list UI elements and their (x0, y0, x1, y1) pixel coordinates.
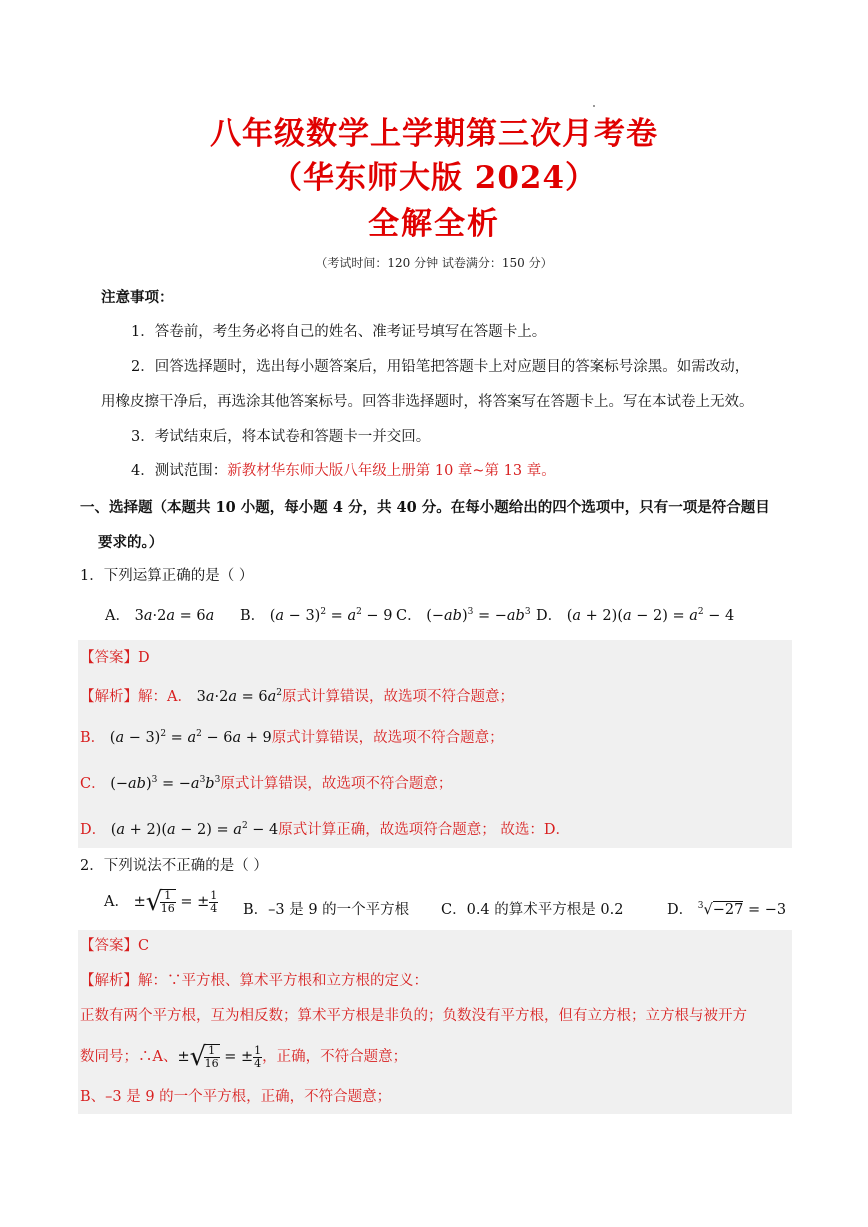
q1-answer: 【答案】D (80, 650, 150, 666)
q2-analysis-line-3-suffix: ，正确，不符合题意； (262, 1049, 408, 1065)
notice-item-4-prefix: 4．测试范围： (131, 463, 228, 479)
q1-stem: 1．下列运算正确的是（ ） (80, 568, 254, 584)
q1-analysis-c (80, 770, 452, 794)
q1-analysis-d (80, 816, 570, 840)
q1-option-c: C． $(-ab)^3 = -ab^3$ (396, 607, 531, 624)
notice-heading: 注意事项： (101, 289, 174, 306)
q1-analysis-label: 【解析】解：A． (80, 689, 192, 705)
q2-option-a: A． ± √ $\frac{1}{16}$ = ± $\frac{1}{4}$ (104, 887, 218, 917)
q1-analysis-b-prefix: B． (80, 730, 106, 746)
q1-analysis-b-note: 原式计算错误，故选项不符合题意； (271, 730, 504, 746)
title-line-3: 全解全析 (368, 206, 500, 242)
q1-analysis-c-math: $(-ab)^3 = -a^3b^3$ (110, 775, 221, 792)
q1-analysis-c-prefix: C． (80, 776, 106, 792)
title-line-2: （华东师大版 2024） (270, 160, 598, 196)
q1-option-a: A． 3a·2a = 6a (105, 608, 215, 624)
q1-analysis-b-math: $(a - 3)^2 = a^2 - 6a + 9$ (109, 729, 272, 746)
q1-analysis-a-math: $3a\cdot 2a = 6a^2$ (196, 688, 282, 705)
q1-analysis-d-prefix: D． (80, 822, 107, 838)
q2-answer: 【答案】C (80, 938, 150, 954)
notice-item-4 (131, 461, 556, 481)
q1-option-b: B． $(a - 3)^2 = a^2 - 9$ (240, 607, 393, 624)
decorative-dot (593, 105, 595, 107)
q1-analysis-a (80, 683, 514, 707)
q2-analysis-line-3-math: ± √ $\frac{1}{16}$ = ± $\frac{1}{4}$ (177, 1042, 262, 1072)
q2-stem: 2．下列说法不正确的是（ ） (80, 858, 268, 874)
section-heading-line-1: 一、选择题（本题共 10 小题，每小题 4 分，共 40 分。在每小题给出的四个选项中，只有一项是符合题目 (80, 499, 770, 516)
sqrt-symbol: √ $\frac{1}{16}$ (145, 887, 175, 917)
q1-analysis-b (80, 724, 504, 748)
section-heading-line-2: 要求的。） (98, 534, 164, 551)
notice-item-3: 3．考试结束后，将本试卷和答题卡一并交回。 (131, 429, 431, 445)
q2-analysis-line-1: 【解析】解：∵平方根、算术平方根和立方根的定义： (80, 973, 428, 989)
q1-analysis-a-note: 原式计算错误，故选项不符合题意； (281, 689, 514, 705)
q2-option-d: D． $^3$√−27 = −3 (667, 901, 787, 918)
exam-info: （考试时间：120 分钟 试卷满分：150 分） (315, 256, 553, 270)
q1-analysis-d-math: $(a + 2)(a - 2) = a^2 - 4$ (110, 821, 279, 838)
q1-option-d: D． $(a + 2)(a - 2) = a^2 - 4$ (536, 607, 735, 624)
q2-analysis-line-3-prefix: 数同号；∴A、 (80, 1049, 178, 1065)
q2-analysis-line-4: B、–3 是 9 的一个平方根，正确，不符合题意； (80, 1089, 392, 1105)
q2-analysis-line-3 (80, 1044, 407, 1070)
notice-item-1: 1．答卷前，考生务必将自己的姓名、准考证号填写在答题卡上。 (131, 324, 547, 340)
q1-analysis-d-note: 原式计算正确，故选项符合题意； 故选：D． (278, 822, 570, 838)
notice-item-4-range: 新教材华东师大版八年级上册第 10 章~第 13 章。 (227, 463, 556, 479)
q2-analysis-line-2: 正数有两个平方根，互为相反数；算术平方根是非负的；负数没有平方根，但有立方根；立方根与被开方 (80, 1008, 747, 1024)
notice-item-2-line-1: 2．回答选择题时，选出每小题答案后，用铅笔把答题卡上对应题目的答案标号涂黑。如需改动， (131, 359, 750, 375)
q2-option-b: B．–3 是 9 的一个平方根 (243, 902, 410, 918)
q2-option-c: C．0.4 的算术平方根是 0.2 (441, 902, 624, 918)
title-line-1: 八年级数学上学期第三次月考卷 (210, 116, 658, 152)
notice-item-2-line-2: 用橡皮擦干净后，再选涂其他答案标号。回答非选择题时，将答案写在答题卡上。写在本试卷上无效。 (101, 394, 754, 410)
q1-analysis-c-note: 原式计算错误，故选项不符合题意； (220, 776, 453, 792)
